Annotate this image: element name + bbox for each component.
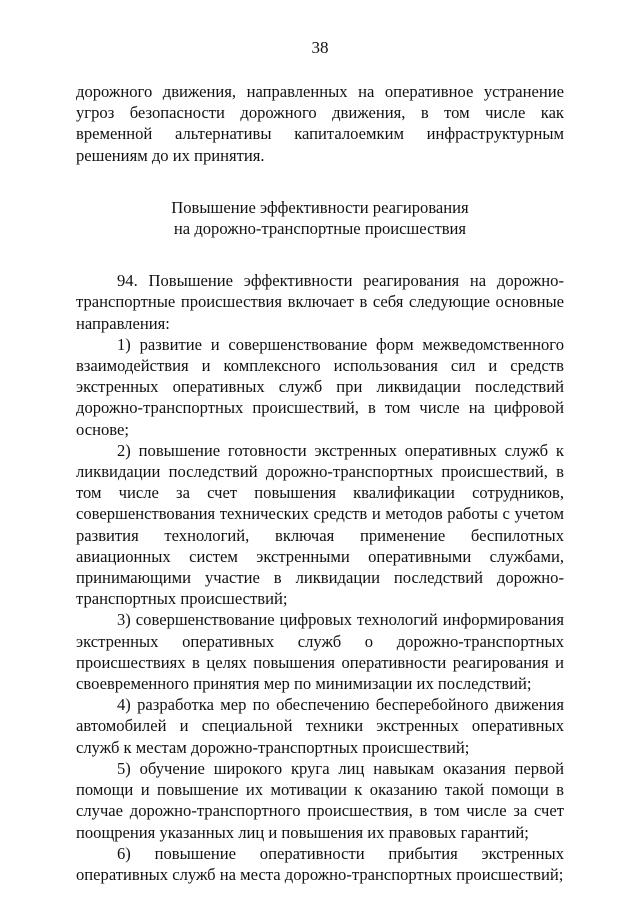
section-heading-line-2: на дорожно-транспортные происшествия <box>173 219 467 239</box>
list-item-5: 5) обучение широкого круга лиц навыкам оказания первой помощи и повышение их мотивации к оказанию такой помощи в случае дорожно-транспортного происшествия, в том числе за счет поощрения указанных лиц и повышения их правовых гарантий; <box>76 758 564 842</box>
list-item-3: 3) совершенствование цифровых технологий информирования экстренных оперативных служб о дорожно-транспортных происшествиях в целях повышения оперативности реагирования и своевременного принятия мер по минимизации их последствий; <box>76 610 564 694</box>
intro-continuation-paragraph: дорожного движения, направленных на оперативное устранение угроз безопасности дорожного движения, в том числе как временной альтернативы капиталоемким инфраструктурным решениям до их принятия. <box>76 82 564 165</box>
paragraph-94: 94. Повышение эффективности реагирования на дорожно-транспортные происшествия включает в себя следующие основные направления: <box>76 271 564 333</box>
section-heading-line-1: Повышение эффективности реагирования <box>171 197 469 217</box>
list-item-4: 4) разработка мер по обеспечению бесперебойного движения автомобилей и специальной техники экстренных оперативных служб к местам дорожно-транспортных происшествий; <box>76 695 564 757</box>
document-body <box>76 81 564 885</box>
list-item-2: 2) повышение готовности экстренных оперативных служб к ликвидации последствий дорожно-транспортных происшествий, в том числе за счет повышения квалификации сотрудников, совершенствования технических средств и методов работы с учетом развития технологий, включая применение беспилотных авиационных систем экстренными оперативными службами, принимающими участие в ликвидации последствий дорожно-транспортных происшествий; <box>76 440 564 609</box>
page-number: 38 <box>311 38 329 57</box>
section-heading <box>76 197 564 239</box>
list-item-6: 6) повышение оперативности прибытия экстренных оперативных служб на места дорожно-транспортных происшествий; <box>76 843 564 884</box>
list-item-1: 1) развитие и совершенствование форм межведомственного взаимодействия и комплексного использования сил и средств экстренных оперативных служб при ликвидации последствий дорожно-транспортных происшествий, в том числе на цифровой основе; <box>76 334 564 439</box>
